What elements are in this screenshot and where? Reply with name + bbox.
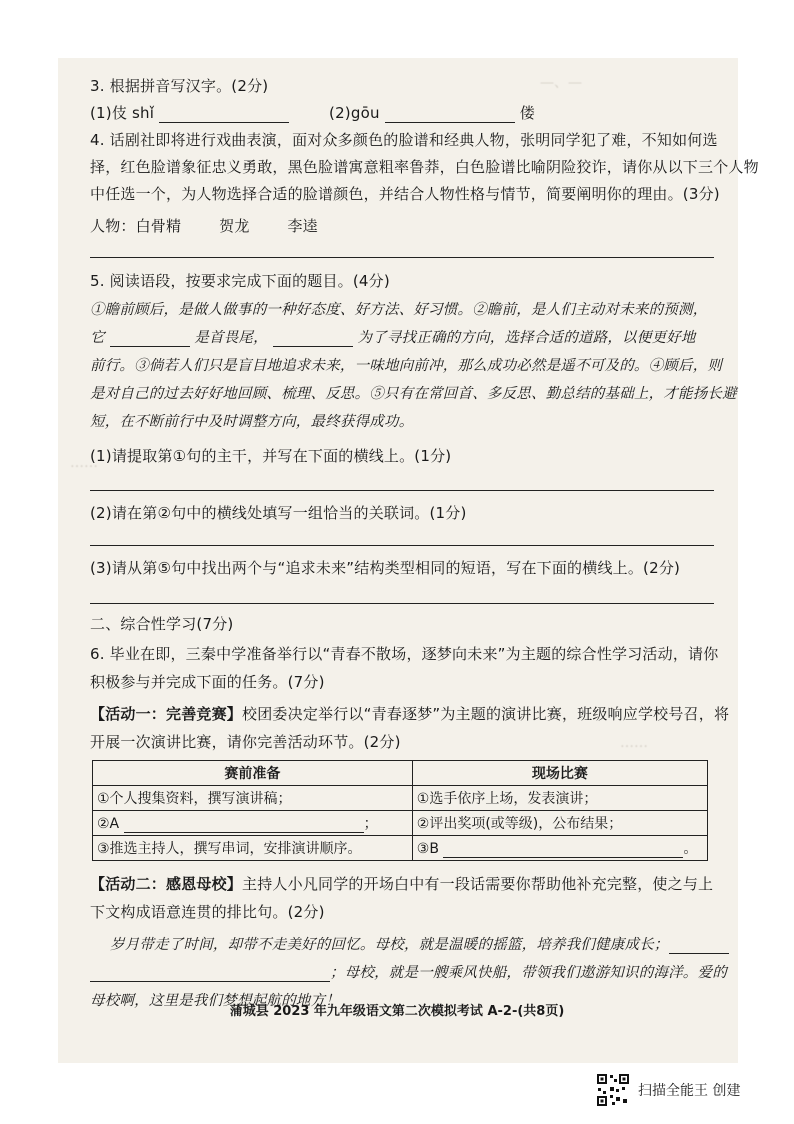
q6-passage-line3: 母校啊，这里是我们梦想起航的地方！ [90,993,340,1009]
q6-passage-line1 [110,933,729,954]
q6-activity1-line1 [90,703,729,724]
table-cell-b-label: ③B [416,841,439,857]
q5-passage-line4: 是对自己的过去好好地回顾、梳理、反思。⑤只有在常回首、多反思、勤总结的基础上，才能扬长避 [90,386,737,402]
q6-activity1-text: 校团委决定举行以“青春逐梦”为主题的演讲比赛，班级响应学校号召，将 [242,705,730,723]
q6-passage-line2 [90,961,727,982]
q4-characters [90,215,318,236]
q3-item2-suffix: 偻 [519,104,535,122]
table-header-row [93,761,708,786]
q5-sub3: (3)请从第⑤句中找出两个与“追求未来”结构类型相同的短语，写在下面的横线上。(2分) [90,559,681,577]
q6-passage-answer-blank[interactable] [90,965,330,982]
table-cell-a-label: ②A [97,816,120,832]
q5-sub1: (1)请提取第①句的主干，并写在下面的横线上。(1分) [90,447,452,465]
q3-title: 3. 根据拼音写汉字。(2分) [90,77,269,95]
section2-title: 二、综合性学习(7分) [90,615,234,633]
table-a-answer-blank[interactable] [124,818,364,833]
q6-activity2-line2: 下文构成语意连贯的排比句。(2分) [90,903,325,921]
scanner-watermark [596,1073,740,1107]
table-row [93,786,708,811]
q5-passage-rest: 为了寻找正确的方向，选择合适的道路，以便更好地 [357,330,696,346]
activity-table [92,760,708,861]
q4-character-2: 贺龙 [219,217,250,235]
table-cell-a: ②A ； [93,811,413,836]
q6-passage-line1-text: 岁月带走了时间，却带不走美好的回忆。母校，就是温暖的摇篮，培养我们健康成长； [110,937,669,953]
bleed-through-text: …… [70,455,98,471]
q6-activity1-tag: 【活动一：完善竞赛】 [90,705,243,723]
q5-sub3-answer-line[interactable] [90,603,714,604]
q3-item1-answer-blank[interactable] [159,106,289,123]
q5-passage-line1: ①瞻前顾后，是做人做事的一种好态度、好方法、好习惯。②瞻前，是人们主动对未来的预测， [90,302,708,318]
watermark-text: 扫描全能王 创建 [638,1083,741,1099]
q5-conjunction-blank-2[interactable] [273,330,353,347]
table-cell: ①个人搜集资料，撰写演讲稿； [93,786,413,811]
q6-activity1-line2: 开展一次演讲比赛，请你完善活动环节。(2分) [90,733,401,751]
q5-passage-line5: 短，在不断前行中及时调整方向，最终获得成功。 [90,414,414,430]
bleed-through-text: —、— [540,75,582,91]
q5-passage-line2 [90,326,696,347]
table-cell: ②评出奖项(或等级)，公布结果； [412,811,707,836]
q5-passage-line3: 前行。③倘若人们只是盲目地追求未来，一味地向前冲，那么成功必然是遥不可及的。④顾后，则 [90,358,723,374]
table-cell: ③推选主持人，撰写串词，安排演讲顺序。 [93,836,413,861]
q3-item2-answer-blank[interactable] [385,106,515,123]
q4-characters-label: 人物：白骨精 [90,217,182,235]
q3-items [90,102,535,123]
q6-line2: 积极参与并完成下面的任务。(7分) [90,673,325,691]
page-footer: 蒲城县 2023 年九年级语文第二次模拟考试 A-2-(共8页) [229,1004,565,1019]
q5-passage-phrase: 是首畏尾， [194,330,268,346]
bleed-through-text: …… [620,735,648,751]
q3-item2-prefix: (2)gōu [329,104,380,122]
q6-activity2-tag: 【活动二：感恩母校】 [90,875,243,893]
q6-passage-line2-text: ；母校，就是一艘乘风快船，带领我们遨游知识的海洋。爱的 [330,965,727,981]
q5-title: 5. 阅读语段，按要求完成下面的题目。(4分) [90,272,390,290]
q4-line2: 择，红色脸谱象征忠义勇敢，黑色脸谱寓意粗率鲁莽，白色脸谱比喻阴险狡诈，请你从以下三个人物 [90,158,759,176]
table-b-answer-blank[interactable] [443,843,683,858]
q4-answer-line[interactable] [90,257,714,258]
table-header-prep: 赛前准备 [93,761,413,786]
q4-character-3: 李逵 [287,217,318,235]
q6-line1: 6. 毕业在即，三秦中学准备举行以“青春不散场，逐梦向未来”为主题的综合性学习活动，请你 [90,645,719,663]
q4-line1: 4. 话剧社即将进行戏曲表演，面对众多颜色的脸谱和经典人物，张明同学犯了难，不知如何选 [90,131,718,149]
q6-activity2-line1 [90,873,713,894]
table-cell: ①选手依序上场，发表演讲； [412,786,707,811]
table-row [93,811,708,836]
q6-passage-blank-start[interactable] [669,937,729,954]
q5-sub2: (2)请在第②句中的横线处填写一组恰当的关联词。(1分) [90,504,467,522]
q6-activity2-text: 主持人小凡同学的开场白中有一段话需要你帮助他补充完整，使之与上 [242,875,714,893]
q5-sub2-answer-line[interactable] [90,545,714,546]
q5-sub1-answer-line[interactable] [90,490,714,491]
qr-code-icon [596,1073,630,1107]
table-row [93,836,708,861]
table-cell-b: ③B 。 [412,836,707,861]
q3-item1-prefix: (1)伎 shǐ [90,104,155,122]
q4-line3: 中任选一个，为人物选择合适的脸谱颜色，并结合人物性格与情节，简要阐明你的理由。(3分) [90,185,720,203]
q5-passage-it: 它 [90,330,105,346]
table-header-live: 现场比赛 [412,761,707,786]
q5-conjunction-blank-1[interactable] [110,330,190,347]
